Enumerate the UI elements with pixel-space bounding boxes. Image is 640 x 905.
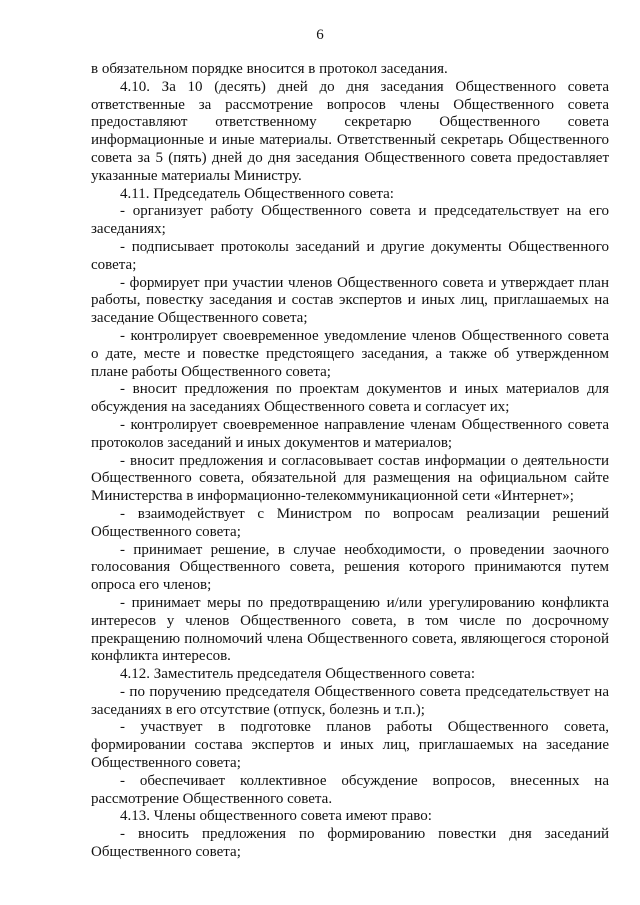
list-item: - вносит предложения и согласовывает состав информации о деятельности Общественного совета, обязательной для размещения на официальном сайте Министерства в информационно-телекоммуникационной сети «Интернет»;	[91, 452, 609, 505]
list-item: - подписывает протоколы заседаний и другие документы Общественного совета;	[91, 238, 609, 273]
list-item: - участвует в подготовке планов работы Общественного совета, формировании состава экспертов и иных лиц, приглашаемых на заседание Общественного совета;	[91, 719, 609, 772]
list-item: - формирует при участии членов Общественного совета и утверждает план работы, повестку заседания и состав экспертов и иных лиц, приглашаемых на заседание Общественного совета;	[91, 274, 609, 327]
list-item: - вносит предложения по проектам документов и иных материалов для обсуждения на заседаниях Общественного совета и согласует их;	[91, 381, 609, 416]
list-item: - обеспечивает коллективное обсуждение вопросов, внесенных на рассмотрение Общественного совета.	[91, 772, 609, 807]
paragraph-4-12-heading: 4.12. Заместитель председателя Общественного совета:	[120, 666, 476, 683]
document-body	[91, 61, 609, 862]
list-item: - вносить предложения по формированию повестки дня заседаний Общественного совета;	[91, 826, 609, 861]
list-item: - взаимодействует с Министром по вопросам реализации решений Общественного совета;	[91, 505, 609, 540]
list-item: - организует работу Общественного совета и председательствует на его заседаниях;	[91, 203, 609, 238]
list-item: - контролирует своевременное уведомление членов Общественного совета о дате, месте и повестке предстоящего заседания, а также об утвержденном плане работы Общественного совета;	[91, 327, 609, 380]
paragraph-4-11-heading: 4.11. Председатель Общественного совета:	[120, 185, 394, 202]
paragraph-4-10: 4.10. За 10 (десять) дней до дня заседания Общественного совета ответственные за рассмотрение вопросов члены Общественного совета предоставляют ответственному секретарю Общественного совета информационные и иные материалы. Ответственный секретарь Общественного совета за 5 (пять) дней до дня заседания Общественного совета предоставляет указанные материалы Министру.	[91, 78, 609, 184]
paragraph-4-13-heading: 4.13. Члены общественного совета имеют право:	[120, 808, 432, 825]
list-item: - по поручению председателя Общественного совета председательствует на заседаниях в его отсутствие (отпуск, болезнь и т.п.);	[91, 683, 609, 718]
paragraph-continuation: в обязательном порядке вносится в протокол заседания.	[91, 61, 448, 77]
list-item: - принимает решение, в случае необходимости, о проведении заочного голосования Общественного совета, решения которого принимаются путем опроса его членов;	[91, 541, 609, 594]
page-number: 6	[316, 27, 324, 43]
list-item: - контролирует своевременное направление членам Общественного совета протоколов заседаний и иных документов и материалов;	[91, 416, 609, 451]
list-item: - принимает меры по предотвращению и/или урегулированию конфликта интересов у членов Общественного совета, в том числе по досрочному прекращению полномочий члена Общественного совета, являющегося стороной конфликта интересов.	[91, 594, 609, 665]
